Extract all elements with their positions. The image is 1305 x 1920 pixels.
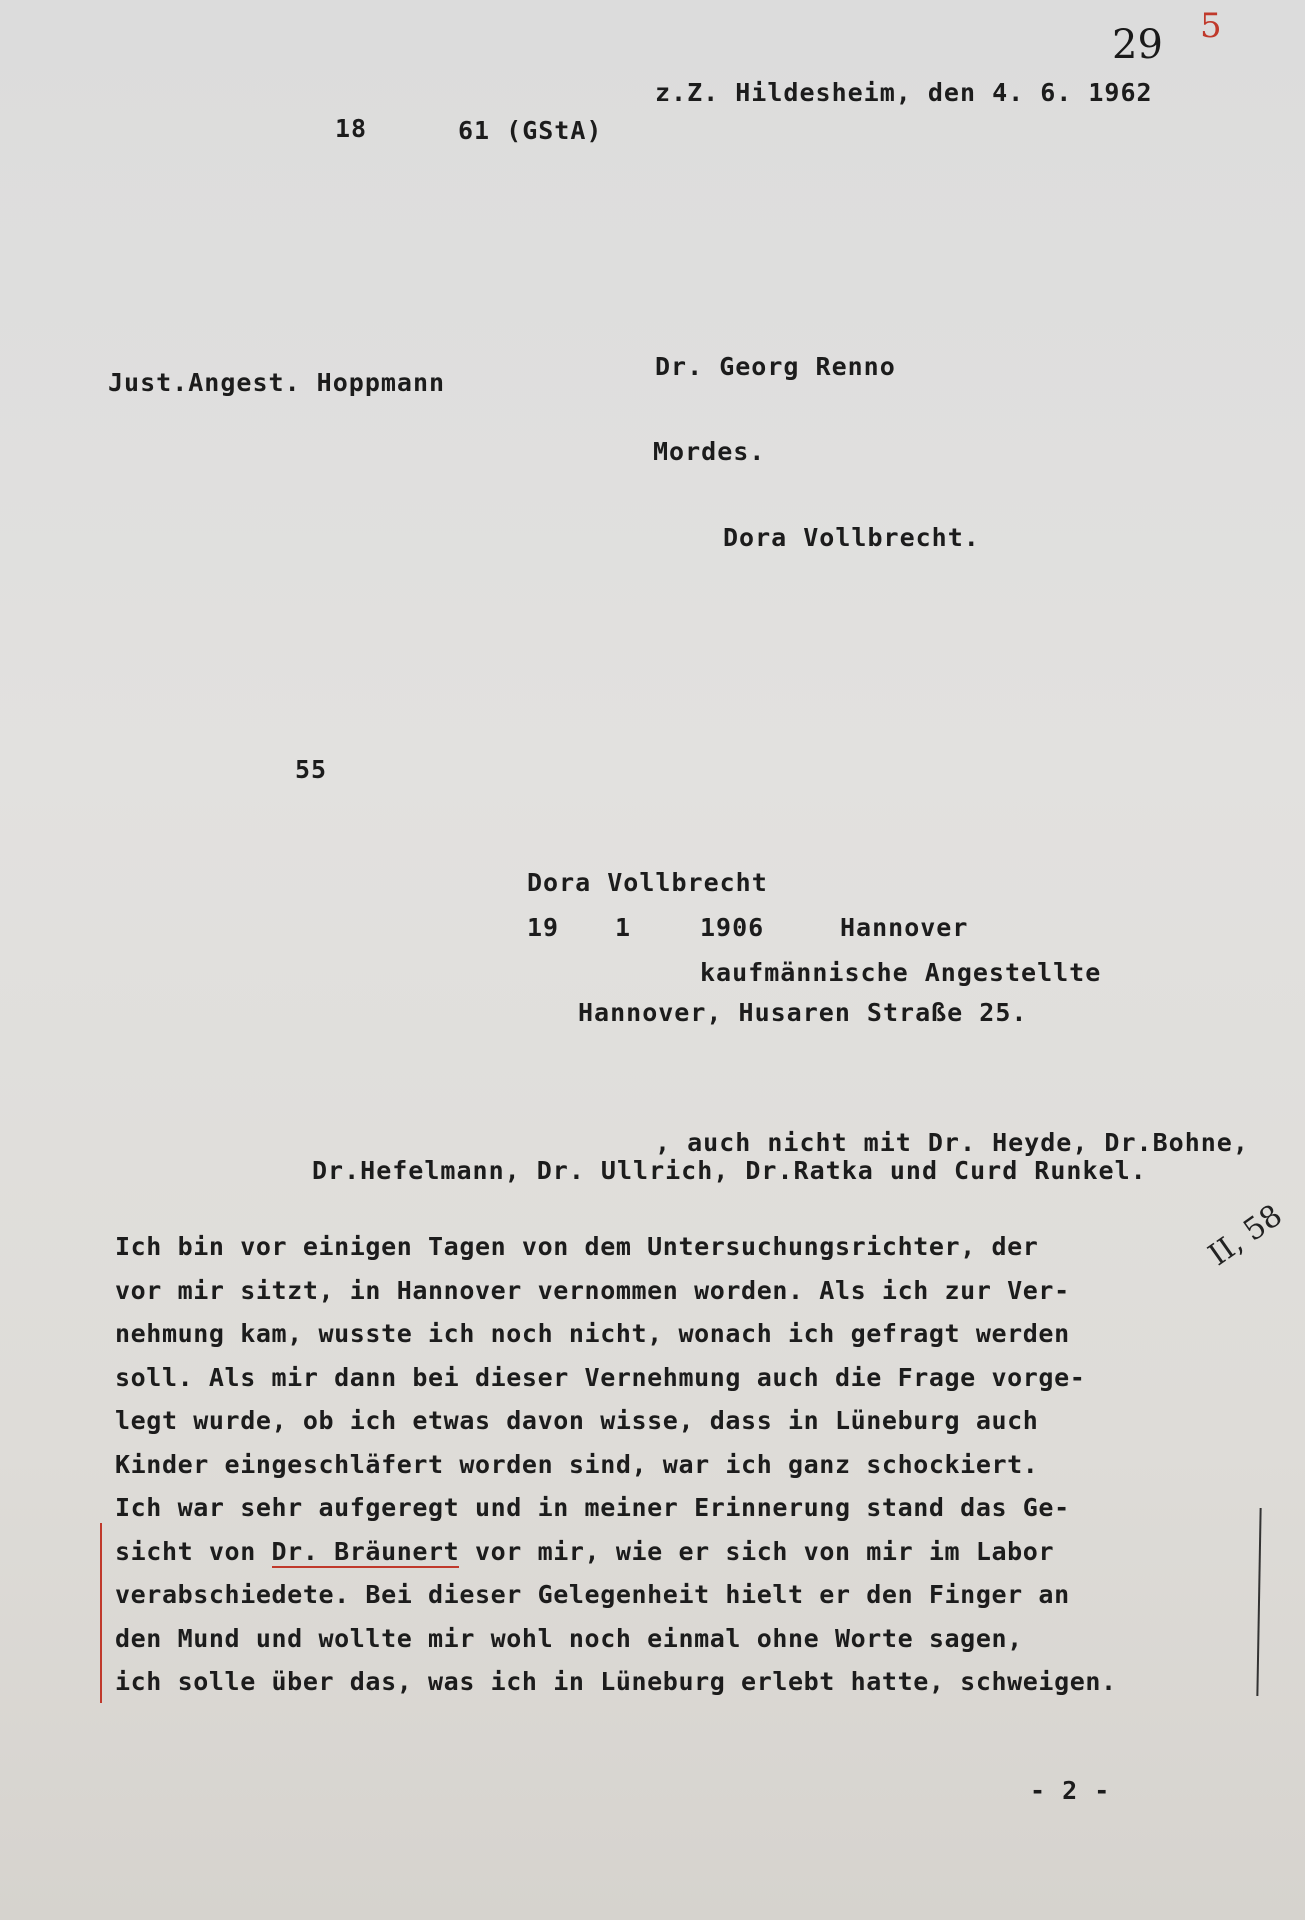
statement-line: den Mund und wollte mir wohl noch einmal ohne Worte sagen, [115, 1623, 1023, 1653]
birth-day: 19 [527, 913, 560, 942]
statement-line: Kinder eingeschläfert worden sind, war ich ganz schockiert. [115, 1449, 1039, 1479]
relation-line-1: , auch nicht mit Dr. Heyde, Dr.Bohne, [655, 1128, 1249, 1157]
statement-line: verabschiedete. Bei dieser Gelegenheit hielt er den Finger an [115, 1580, 1070, 1609]
file-ref-a: 18 [335, 114, 368, 143]
margin-note: II, 58 [1202, 1197, 1289, 1274]
occupation: kaufmännische Angestellte [700, 958, 1102, 987]
relation-line-2: Dr.Hefelmann, Dr. Ullrich, Dr.Ratka und Curd Runkel. [312, 1156, 1147, 1185]
case-name: Dr. Georg Renno [655, 352, 896, 381]
statement-line: nehmung kam, wusste ich noch nicht, wonach ich gefragt werden [115, 1319, 1070, 1348]
witness-header: Dora Vollbrecht. [723, 523, 980, 552]
birth-place: Hannover [840, 913, 969, 942]
page-footer: - 2 - [1030, 1776, 1111, 1805]
red-margin-mark [100, 1523, 102, 1703]
page-marker: 55 [295, 755, 328, 784]
statement-line: vor mir sitzt, in Hannover vernommen worden. Als ich zur Ver- [115, 1275, 1070, 1305]
statement-line: Ich bin vor einigen Tagen von dem Untersuchungsrichter, der [115, 1232, 1039, 1261]
folio-red-mark: 5 [1200, 6, 1222, 46]
file-ref-b: 61 (GStA) [458, 116, 603, 145]
statement-line: legt wurde, ob ich etwas davon wisse, dass in Lüneburg auch [115, 1406, 1039, 1435]
statement-line: ich solle über das, was ich in Lüneburg erlebt hatte, schweigen. [115, 1667, 1117, 1696]
statement-line: Ich war sehr aufgeregt und in meiner Erinnerung stand das Ge- [115, 1493, 1070, 1522]
address: Hannover, Husaren Straße 25. [578, 998, 1028, 1027]
statement-body [115, 1225, 1215, 1704]
statement-line: soll. Als mir dann bei dieser Vernehmung auch die Frage vorge- [115, 1362, 1086, 1392]
place-date: z.Z. Hildesheim, den 4. 6. 1962 [655, 78, 1153, 107]
birth-year: 1906 [700, 913, 765, 942]
statement-line: sicht von Dr. Bräunert vor mir, wie er sich von mir im Labor [115, 1536, 1055, 1566]
birth-month: 1 [615, 913, 632, 942]
pencil-margin-mark [1256, 1508, 1261, 1696]
folio-number: 29 [1112, 22, 1163, 68]
witness-name: Dora Vollbrecht [527, 868, 768, 897]
underlined-name: Dr. Bräunert [271, 1536, 460, 1566]
charge: Mordes. [653, 437, 766, 466]
clerk-name: Just.Angest. Hoppmann [108, 368, 446, 397]
